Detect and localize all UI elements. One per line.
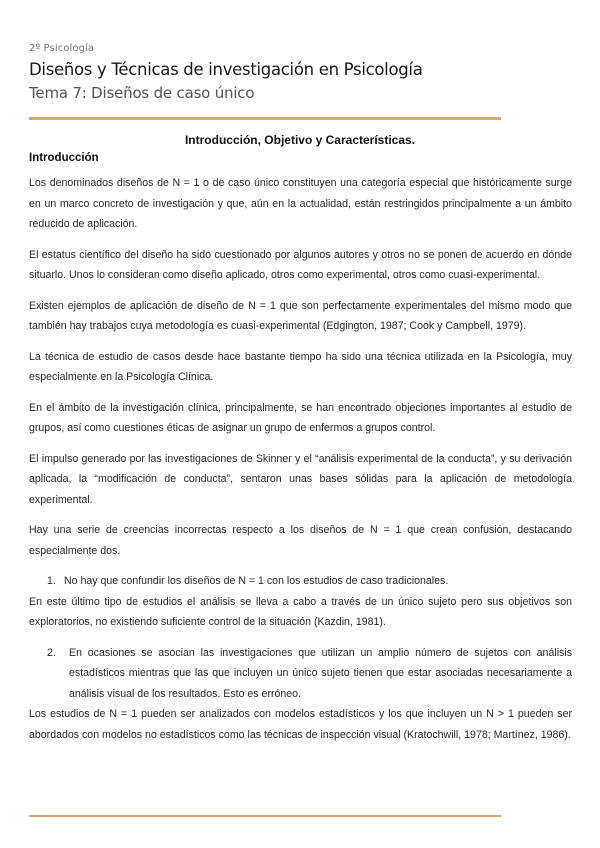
- footer-divider: [29, 815, 501, 817]
- list-text: En ocasiones se asocian las investigaciones que utilizan un amplio número de sujetos con análisis estadísticos mientras que las que incluyen un único sujeto tienen que estar asociadas necesariamente a análisis visual de los resultados. Esto es erróneo.: [69, 646, 572, 700]
- paragraph: La técnica de estudio de casos desde hace bastante tiempo ha sido una técnica utilizada en la Psicología, muy especialmente en la Psicología Clínica.: [29, 350, 572, 383]
- topic-title: Tema 7: Diseños de caso único: [29, 84, 255, 102]
- list-item: [29, 643, 572, 705]
- header-divider: [29, 117, 501, 120]
- list-follow-paragraph: En este último tipo de estudios el análisis se lleva a cabo a través de un único sujeto pero sus objetivos son exploratorios, no existiendo suficiente control de la situación (Kazdin, 1981).: [29, 595, 572, 628]
- intro-heading: Introducción: [29, 152, 99, 164]
- body-content: [29, 173, 572, 745]
- list-follow-paragraph: Los estudios de N = 1 pueden ser analizados con modelos estadísticos y los que incluyen un N > 1 pueden ser abordados con modelos no estadísticos como las técnicas de inspección visual (Kratochwill, 1978; Martínez, 1986).: [29, 708, 572, 741]
- section-title: Introducción, Objetivo y Características.: [184, 133, 416, 147]
- list-text: No hay que confundir los diseños de N = 1 con los estudios de caso tradicionales.: [64, 575, 449, 587]
- paragraph: Los denominados diseños de N = 1 o de caso único constituyen una categoría especial que históricamente surge en un marco concreto de investigación y que, aún en la actualidad, están restringidos principalmente a un ámbito reducido de aplicación.: [29, 177, 572, 230]
- paragraph: Existen ejemplos de aplicación de diseño de N = 1 que son perfectamente experimentales del mismo modo que también hay trabajos cuya metodología es cuasi-experimental (Edgington, 1987; Cook y Campbell, 1979).: [29, 299, 572, 332]
- paragraph: El estatus científico del diseño ha sido cuestionado por algunos autores y otros no se ponen de acuerdo en dónde situarlo. Unos lo consideran como diseño aplicado, otros como experimental, otros como cuasi-experimental.: [29, 248, 572, 281]
- course-label: 2º Psicología: [29, 43, 95, 54]
- list-item: [29, 571, 572, 592]
- subject-title: Diseños y Técnicas de investigación en Psicología: [29, 60, 423, 79]
- paragraph: Hay una serie de creencias incorrectas respecto a los diseños de N = 1 que crean confusión, destacando especialmente dos.: [29, 524, 572, 557]
- list-number: 1.: [47, 575, 56, 587]
- paragraph: El impulso generado por las investigaciones de Skinner y el “análisis experimental de la conducta”, y su derivación aplicada, la “modificación de conducta”, sentaron unas bases sólidas para la aplicación de metodología experimental.: [29, 452, 572, 506]
- paragraph: En el ámbito de la investigación clínica, principalmente, se han encontrado objeciones importantes al estudio de grupos, así como cuestiones éticas de asignar un grupo de enfermos a grupos control.: [29, 401, 572, 434]
- list-number: 2.: [47, 646, 56, 659]
